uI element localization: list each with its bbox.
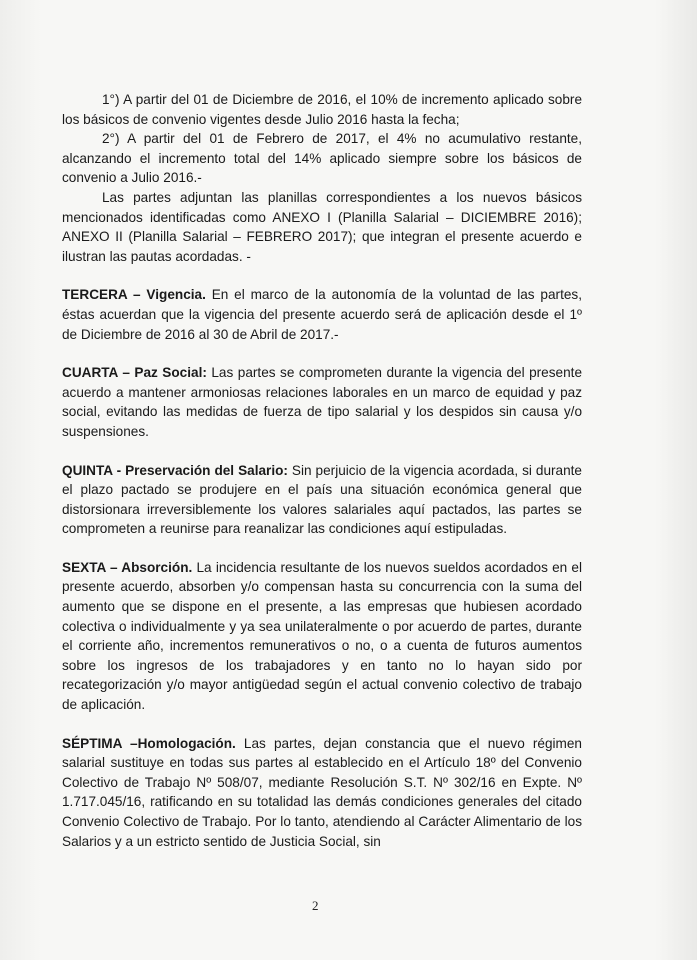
clause-tercera-title: TERCERA – Vigencia. <box>62 287 206 303</box>
clause-septima-text: Las partes, dejan constancia que el nuevo régimen salarial sustituye en todas sus partes al establecido en el Artículo 18º del Convenio Colectivo de Trabajo Nº 508/07, mediante Resolución S.T. Nº 302/16 en Expte. Nº 1.717.045/16, ratificando en su totalidad las demás condiciones generales del citado Convenio Colectivo de Trabajo. Por lo tanto, atendiendo al Carácter Alimentario de los Salarios y a un estricto sentido de Justicia Social, sin <box>62 735 582 849</box>
clause-tercera-text: En el marco de la autonomía de la voluntad de las partes, éstas acuerdan que la vigencia del presente acuerdo será de aplicación desde el 1º de Diciembre de 2016 al 30 de Abril de 2017.- <box>62 287 582 342</box>
clause-quinta-title: QUINTA - Preservación del Salario: <box>62 462 288 478</box>
clause-cuarta-text: Las partes se comprometen durante la vigencia del presente acuerdo a mantener armoniosas relaciones laborales en un marco de equidad y paz social, evitando las medidas de fuerza de tipo salarial y los despidos sin causa y/o suspensiones. <box>62 365 582 439</box>
clause-septima <box>62 734 582 852</box>
increment-item-1: 1°) A partir del 01 de Diciembre de 2016, el 10% de incremento aplicado sobre los básicos de convenio vigentes desde Julio 2016 hasta la fecha; <box>62 92 582 127</box>
increment-item-2: 2°) A partir del 01 de Febrero de 2017, el 4% no acumulativo restante, alcanzando el incremento total del 14% aplicado siempre sobre los básicos de convenio a Julio 2016.- <box>62 131 582 186</box>
clause-cuarta <box>62 363 582 441</box>
clause-sexta <box>62 558 582 715</box>
document-body <box>62 90 582 851</box>
clause-sexta-text: La incidencia resultante de los nuevos sueldos acordados en el presente acuerdo, absorben y/o compensan hasta su concurrencia con la suma del aumento que se dispone en el presente, a las empresas que hubiesen acordado colectiva o individualmente y ya sea unilateralmente o por acuerdo de partes, durante el corriente año, incrementos remunerativos o no, o a cuenta de futuros aumentos sobre los ingresos de los trabajadores y en tanto no lo hayan sido por recategorización y/o mayor antigüedad según el actual convenio colectivo de trabajo de aplicación. <box>62 559 582 713</box>
clause-sexta-title: SEXTA – Absorción. <box>62 559 193 575</box>
clause-tercera <box>62 285 582 344</box>
clause-cuarta-title: CUARTA – Paz Social: <box>62 365 207 381</box>
clause-septima-title: SÉPTIMA –Homologación. <box>62 735 236 751</box>
annex-paragraph: Las partes adjuntan las planillas correspondientes a los nuevos básicos mencionados identificadas como ANEXO I (Planilla Salarial – DICIEMBRE 2016); ANEXO II (Planilla Salarial – FEBRERO 2017); que integran el presente acuerdo e ilustran las pautas acordadas. - <box>62 189 582 264</box>
page-number: 2 <box>312 898 319 913</box>
clause-quinta-text: Sin perjuicio de la vigencia acordada, si durante el plazo pactado se produjere en el país una situación económica general que distorsionara irreversiblemente los valores salariales aquí pactados, las partes se comprometen a reunirse para reanalizar las condiciones aquí estipuladas. <box>62 462 582 537</box>
clause-quinta <box>62 461 582 539</box>
